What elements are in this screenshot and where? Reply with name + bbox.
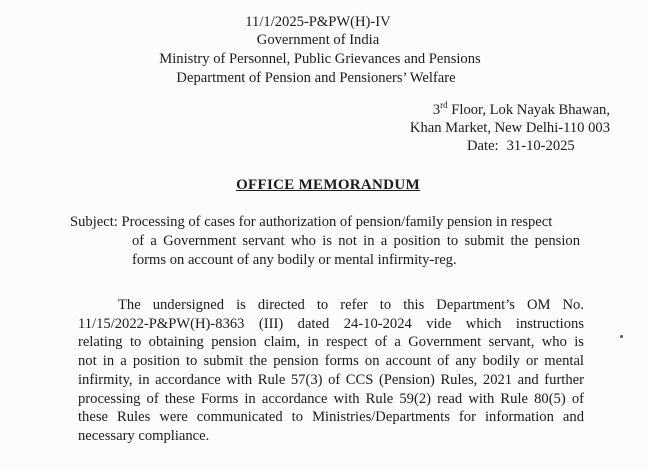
file-number: 11/1/2025-P&PW(H)-IV xyxy=(245,14,391,30)
body-line: 11/15/2022-P&PW(H)-8363 (III) dated 24-10-2024 vide which instructions xyxy=(78,315,584,332)
body-line: relating to obtaining pension claim, in respect of a Government servant, who is xyxy=(78,334,584,351)
subject-line-1 xyxy=(70,213,580,232)
body-line: infirmity, in accordance with Rule 57(3) of CCS (Pension) Rules, 2021 and further xyxy=(78,371,584,388)
address-line-1 xyxy=(0,101,610,119)
government-name: Government of India xyxy=(256,32,380,48)
subject-line-2: of a Government servant who is not in a position to submit the pension xyxy=(132,233,580,249)
subject-block xyxy=(70,213,580,270)
body-line: not in a position to submit the pension forms on account of any bodily or mental xyxy=(78,353,584,370)
floor-rest: Floor, Lok Nayak Bhawan, xyxy=(447,102,610,118)
body-paragraph xyxy=(78,296,584,446)
subject-text-1: Processing of cases for authorization of pension/family pension in respect xyxy=(121,214,553,230)
body-line: these Rules were communicated to Ministries/Departments for information and xyxy=(78,409,584,426)
subject-label: Subject: xyxy=(70,214,118,230)
date-value: 31-10-2025 xyxy=(506,138,575,154)
ministry-name: Ministry of Personnel, Public Grievances and Pensions xyxy=(159,51,481,67)
department-name: Department of Pension and Pensioners’ Welfare xyxy=(176,70,456,86)
body-line: necessary compliance. xyxy=(78,427,210,444)
body-line: processing of these Forms in accordance with Rule 59(2) read with Rule 80(5) of xyxy=(78,390,584,407)
address-line-2: Khan Market, New Delhi-110 003 xyxy=(409,120,610,136)
scan-speck xyxy=(620,335,623,338)
body-line: The undersigned is directed to refer to this Department’s OM No. xyxy=(118,297,584,313)
date-label: Date: xyxy=(467,138,499,154)
floor-suffix: rd xyxy=(440,100,448,110)
floor-number: 3 xyxy=(432,102,441,118)
date-line xyxy=(467,137,575,155)
memo-title: OFFICE MEMORANDUM xyxy=(236,177,420,193)
subject-line-3: forms on account of any bodily or mental infirmity-reg. xyxy=(132,252,457,268)
